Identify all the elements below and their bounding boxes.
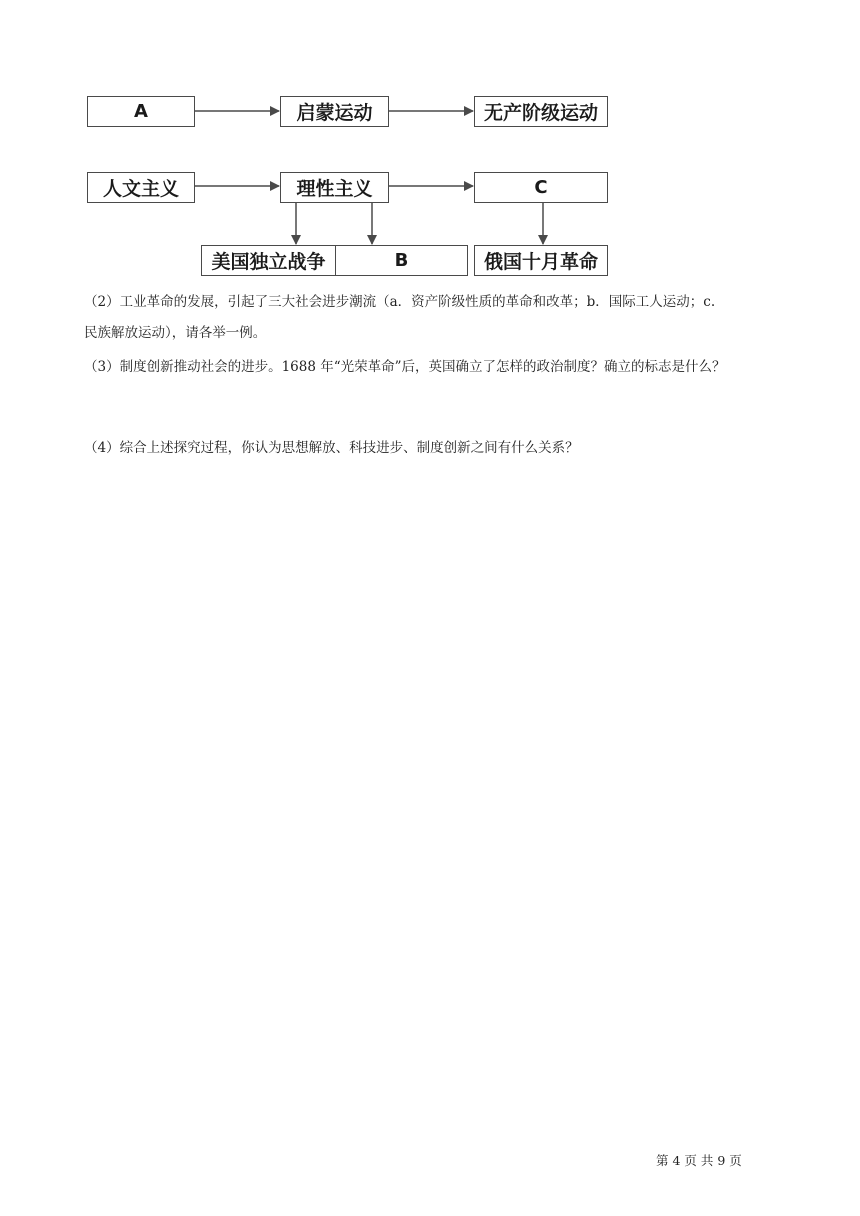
box-rationalism: 理性主义 <box>280 172 389 203</box>
question-2-line-1: （2）工业革命的发展，引起了三大社会进步潮流（a．资产阶级性质的革命和改革；b．国际工人运动；c. <box>84 294 716 310</box>
box-b: B <box>335 245 468 276</box>
box-american-independence-war: 美国独立战争 <box>201 245 336 276</box>
box-october-revolution: 俄国十月革命 <box>474 245 608 276</box>
question-4: （4）综合上述探究过程，你认为思想解放、科技进步、制度创新之间有什么关系？ <box>84 440 579 456</box>
box-proletarian-movement: 无产阶级运动 <box>474 96 608 127</box>
question-3: （3）制度创新推动社会的进步。1688 年“光荣革命”后，英国确立了怎样的政治制度？确立的标志是什么？ <box>84 359 726 375</box>
box-c: C <box>474 172 608 203</box>
box-a: A <box>87 96 195 127</box>
box-enlightenment: 启蒙运动 <box>280 96 389 127</box>
box-humanism: 人文主义 <box>87 172 195 203</box>
page-number: 第 4 页 共 9 页 <box>656 1153 742 1168</box>
flow-diagram <box>0 0 860 290</box>
question-2-line-2: 民族解放运动），请各举一例。 <box>84 325 267 341</box>
